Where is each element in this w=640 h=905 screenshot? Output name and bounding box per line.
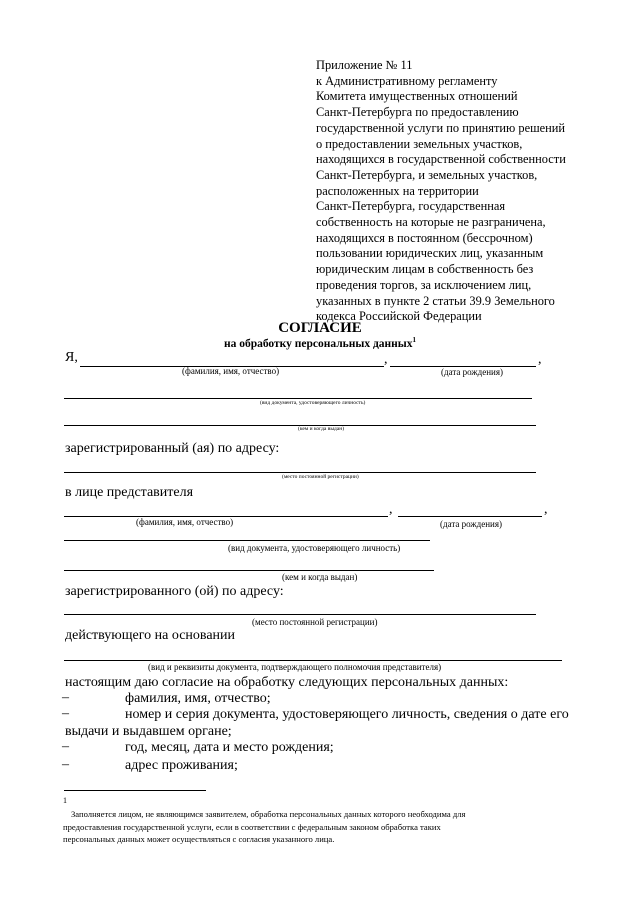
header-line: находящихся в государственной собственности xyxy=(316,152,566,167)
consent-intro: настоящим даю согласие на обработку следующих персональных данных: xyxy=(65,675,509,690)
list-dash: – xyxy=(62,757,69,772)
header-line: собственность на которые не разграничена, xyxy=(316,215,546,230)
appendix-header xyxy=(316,58,616,325)
caption-registration: (место постоянной регистрации) xyxy=(282,474,359,480)
header-line: Санкт-Петербурга по предоставлению xyxy=(316,105,519,120)
list-dash: – xyxy=(62,706,69,721)
representative-issued-field[interactable] xyxy=(64,570,434,571)
footnote-ref: 1 xyxy=(412,336,417,344)
comma: , xyxy=(389,502,393,517)
document-title: СОГЛАСИЕ xyxy=(278,320,362,336)
list-dash: – xyxy=(62,690,69,705)
header-line: кодекса Российской Федерации xyxy=(316,309,482,324)
document-subtitle xyxy=(0,336,640,350)
ya-label: Я, xyxy=(65,350,78,365)
header-line: к Административному регламенту xyxy=(316,73,498,88)
list-item: номер и серия документа, удостоверяющего личность, сведения о дате его xyxy=(125,707,569,722)
header-line: о предоставлении земельных участков, xyxy=(316,136,523,151)
header-line: находящихся в постоянном (бессрочном) xyxy=(316,230,533,245)
registered-label: зарегистрированный (ая) по адресу: xyxy=(65,441,280,456)
acting-label: действующего на основании xyxy=(65,628,236,643)
applicant-address-field[interactable] xyxy=(64,472,536,473)
header-line: проведения торгов, за исключением лиц, xyxy=(316,277,532,292)
header-line: Санкт-Петербурга, и земельных участков, xyxy=(316,167,538,182)
list-item-continued: выдачи и выдавшем органе; xyxy=(65,724,232,739)
list-item: фамилия, имя, отчество; xyxy=(125,691,271,706)
caption-birthdate: (дата рождения) xyxy=(440,519,502,529)
header-line: юридическим лицам в собственность без xyxy=(316,262,534,277)
list-item: адрес проживания; xyxy=(125,758,238,773)
header-line: пользовании юридических лиц, указанным xyxy=(316,246,544,261)
caption-birthdate: (дата рождения) xyxy=(441,367,503,377)
caption-authority: (вид и реквизиты документа, подтверждающего полномочия представителя) xyxy=(148,662,442,672)
footnote-line: персональных данных может осуществляться с согласия указанного лица. xyxy=(63,834,335,845)
caption-issued: (кем и когда выдан) xyxy=(282,572,358,582)
footnote-mark: 1 xyxy=(63,796,67,805)
caption-issued: (кем и когда выдан) xyxy=(298,426,345,432)
caption-fio: (фамилия, имя, отчество) xyxy=(136,517,234,527)
subtitle-text: на обработку персональных данных xyxy=(223,337,413,350)
header-line: Комитета имущественных отношений xyxy=(316,89,518,104)
caption-fio: (фамилия, имя, отчество) xyxy=(182,366,280,376)
comma: , xyxy=(384,352,388,367)
header-line: государственной услуги по принятию решений xyxy=(316,120,566,135)
comma: , xyxy=(544,502,548,517)
representative-birthdate-field[interactable] xyxy=(398,516,542,517)
header-line: Санкт-Петербурга, государственная xyxy=(316,199,506,214)
comma: , xyxy=(538,352,542,367)
footnote-text xyxy=(63,808,583,846)
footnote-line: предоставления государственной услуги, если в соответствии с федеральным законом обработка таких xyxy=(63,821,441,832)
list-dash: – xyxy=(62,739,69,754)
footnote-line: Заполняется лицом, не являющимся заявителем, обработка персональных данных которого необходима для xyxy=(71,809,466,819)
caption-document: (вид документа, удостоверяющего личность) xyxy=(260,400,366,406)
representative-address-field[interactable] xyxy=(64,614,536,615)
authority-document-field[interactable] xyxy=(64,660,562,661)
registered-label: зарегистрированного (ой) по адресу: xyxy=(65,584,284,599)
footnote-separator xyxy=(64,790,206,791)
list-item: год, месяц, дата и место рождения; xyxy=(125,740,334,755)
header-line: расположенных на территории xyxy=(316,183,479,198)
representative-document-field[interactable] xyxy=(64,540,430,541)
representative-label: в лице представителя xyxy=(65,485,194,500)
header-line: Приложение № 11 xyxy=(316,58,413,72)
applicant-document-field[interactable] xyxy=(64,398,532,399)
caption-registration: (место постоянной регистрации) xyxy=(252,617,378,627)
header-line: указанных в пункте 2 статьи 39.9 Земельного xyxy=(316,293,555,308)
caption-document: (вид документа, удостоверяющего личность) xyxy=(228,543,401,553)
